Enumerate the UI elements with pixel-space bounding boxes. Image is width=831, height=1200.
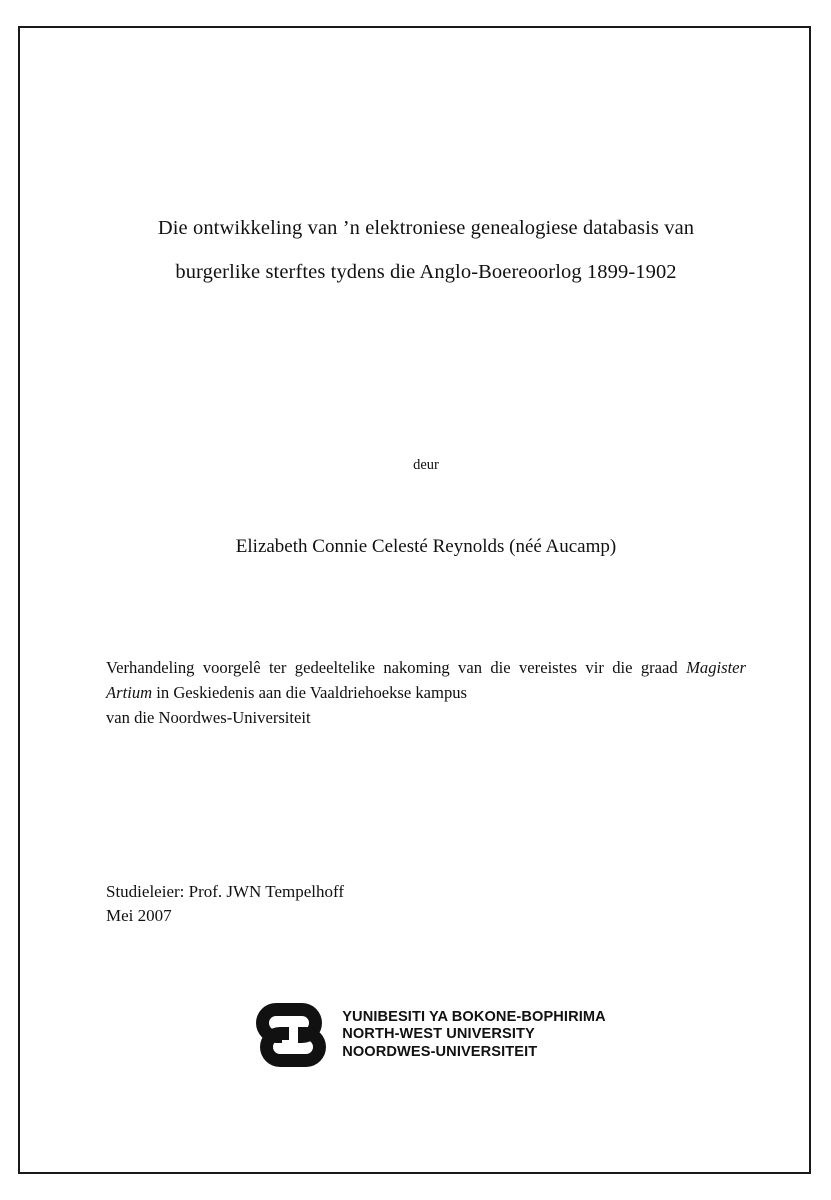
supervisor-line: Studieleier: Prof. JWN Tempelhoff [106,882,345,901]
title-line-2: burgerlike sterftes tydens die Anglo-Boereoorlog 1899-1902 [175,261,677,283]
page-title [106,206,746,294]
statement-part-3: van die Noordwes-Universiteit [106,708,311,727]
supervisor-block [106,880,746,928]
logo-line-3: NOORDWES-UNIVERSITEIT [342,1043,538,1060]
university-logo-text [342,1009,606,1062]
date-line: Mei 2007 [106,906,172,925]
logo-line-2: NORTH-WEST UNIVERSITY [342,1026,535,1043]
degree-statement [106,655,746,730]
by-word: deur [413,457,439,473]
title-line-1: Die ontwikkeling van ’n elektroniese genealogiese databasis van [157,217,695,239]
author-name: Elizabeth Connie Celesté Reynolds (néé Aucamp) [235,536,617,557]
title-page-content [106,206,746,928]
page-border [18,26,811,1174]
statement-part-1: Verhandeling voorgelê ter gedeeltelike nakoming van die vereistes vir die graad [106,658,687,677]
degree-name: Magister Artium [106,658,746,702]
logo-line-1: YUNIBESITI YA BOKONE-BOPHIRIMA [342,1008,606,1025]
university-logo [106,999,746,1071]
statement-part-2: in Geskiedenis aan die Vaaldriehoekse kampus [152,683,467,702]
nwu-logo-icon [246,999,334,1071]
